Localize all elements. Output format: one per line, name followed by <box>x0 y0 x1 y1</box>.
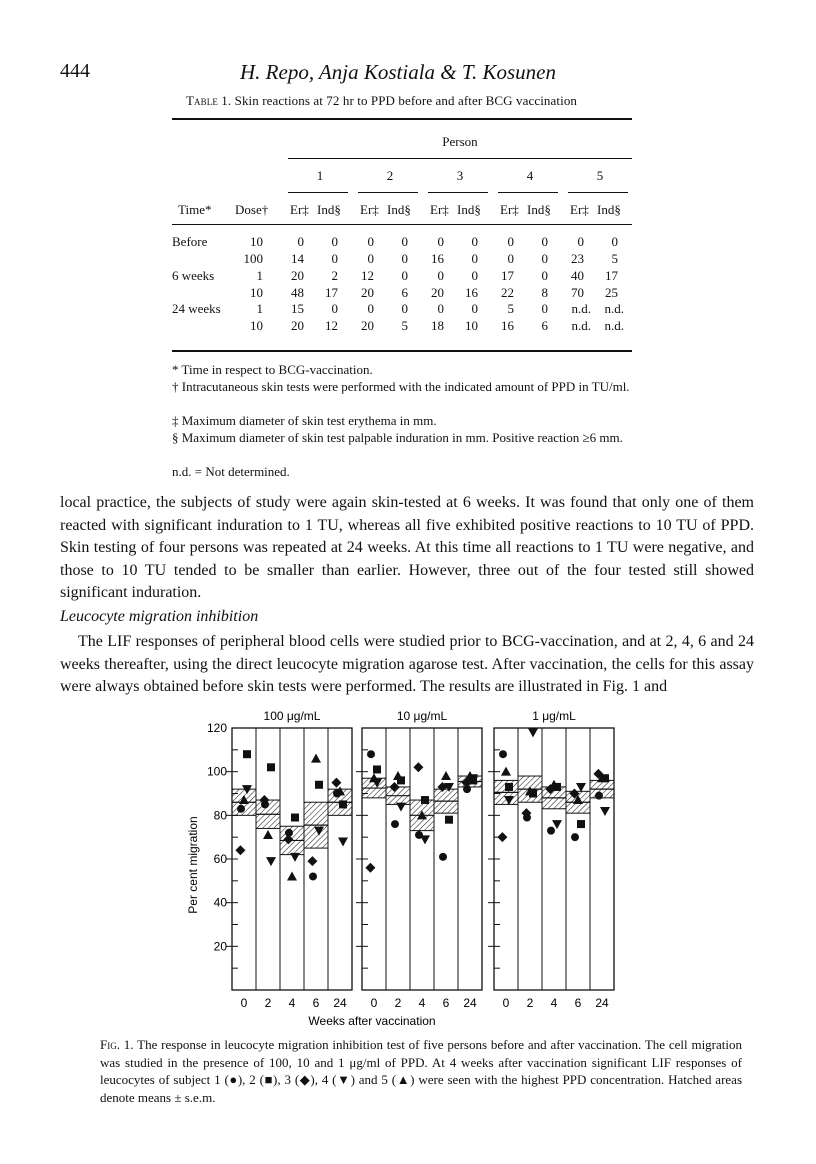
col-dose-header: Dose† <box>235 202 269 217</box>
cell-induration: 0 <box>471 251 478 266</box>
panel-title: 1 μg/mL <box>532 709 576 723</box>
cell-erythema: 18 <box>431 318 444 333</box>
section-heading: Leucocyte migration inhibition <box>60 608 259 625</box>
x-tick-label: 0 <box>370 996 378 1010</box>
point-circle <box>499 750 507 758</box>
point-square <box>267 763 275 771</box>
x-tick-label: 24 <box>595 996 609 1010</box>
week-group <box>328 778 352 847</box>
point-triangle-up <box>441 771 451 780</box>
week-group <box>434 771 458 861</box>
point-square <box>577 820 585 828</box>
er-header: Er‡ <box>430 202 449 217</box>
row-dose: 1 <box>256 268 263 283</box>
er-header: Er‡ <box>570 202 589 217</box>
cell-erythema: 5 <box>507 301 514 316</box>
point-triangle-down <box>290 853 300 862</box>
cell-erythema: 20 <box>431 285 444 300</box>
point-diamond <box>365 863 375 873</box>
running-head-authors: H. Repo, Anja Kostiala & T. Kosunen <box>240 60 556 84</box>
cell-induration: 25 <box>605 285 618 300</box>
person-number: 4 <box>526 168 534 183</box>
cell-induration: 0 <box>401 268 408 283</box>
row-dose: 1 <box>256 301 263 316</box>
cell-erythema: 0 <box>437 234 444 249</box>
header-bottom-rule <box>172 224 632 225</box>
cell-erythema: 70 <box>571 285 584 300</box>
x-tick-label: 24 <box>463 996 477 1010</box>
point-triangle-down <box>576 783 586 792</box>
cell-induration: 0 <box>331 251 338 266</box>
cell-erythema: 16 <box>501 318 514 333</box>
point-triangle-down <box>266 857 276 866</box>
x-tick-label: 0 <box>502 996 510 1010</box>
cell-erythema: 16 <box>431 251 444 266</box>
table-caption-text: Skin reactions at 72 hr to PPD before and after BCG vaccination <box>234 93 578 108</box>
panel-title: 100 μg/mL <box>263 709 321 723</box>
point-triangle-down <box>600 807 610 816</box>
figure-caption <box>100 1036 742 1106</box>
person-number: 3 <box>456 168 464 183</box>
point-triangle-up <box>311 754 321 763</box>
x-tick-label: 2 <box>526 996 534 1010</box>
figure-caption-text: The response in leucocyte migration inhibition test of five persons before and after vaccination. The cell migration was studied in the presence of 100, 10 and 1 μg/ml of PPD. At 4 weeks after vaccination significant LIF responses of leucocytes of subject 1 (●), 2 (■), 3 (◆), 4 (▼) and 5 (▲) were seen with the highest PPD concentration. Hatched areas denote means ± s.e.m. <box>100 1037 742 1105</box>
point-triangle-up <box>393 771 403 780</box>
cell-erythema: 0 <box>367 251 374 266</box>
table-caption <box>186 93 577 109</box>
week-group <box>494 750 518 842</box>
y-tick-label: 20 <box>213 939 227 954</box>
x-tick-label: 2 <box>394 996 402 1010</box>
y-axis-label: Per cent migration <box>186 816 200 914</box>
cell-induration: 0 <box>401 251 408 266</box>
table-label: Table 1. <box>186 93 232 108</box>
panel-1 <box>226 709 352 1010</box>
point-circle <box>547 827 555 835</box>
table-top-rule <box>172 118 632 120</box>
cell-induration: 0 <box>541 234 548 249</box>
x-tick-label: 4 <box>288 996 296 1010</box>
cell-induration: n.d. <box>604 301 624 316</box>
cell-erythema: 23 <box>571 251 584 266</box>
figure-label: Fig. 1. <box>100 1037 134 1052</box>
x-tick-label: 4 <box>418 996 426 1010</box>
point-diamond <box>497 832 507 842</box>
cell-induration: 5 <box>401 318 408 333</box>
cell-erythema: 0 <box>367 234 374 249</box>
panel-title: 10 μg/mL <box>396 709 448 723</box>
week-group <box>256 763 280 866</box>
ind-header: Ind§ <box>387 202 411 217</box>
cell-induration: 0 <box>611 234 618 249</box>
point-triangle-down <box>420 835 430 844</box>
y-tick-label: 40 <box>213 895 227 910</box>
cell-erythema: n.d. <box>571 318 591 333</box>
row-dose: 10 <box>250 234 263 249</box>
point-circle <box>391 820 399 828</box>
point-diamond <box>307 856 317 866</box>
cell-erythema: 20 <box>361 318 374 333</box>
cell-induration: 0 <box>541 268 548 283</box>
week-group <box>304 754 328 881</box>
cell-induration: 0 <box>471 234 478 249</box>
cell-erythema: 17 <box>501 268 514 283</box>
point-triangle-up <box>263 830 273 839</box>
point-triangle-up <box>501 767 511 776</box>
cell-induration: 2 <box>331 268 338 283</box>
er-header: Er‡ <box>500 202 519 217</box>
x-tick-label: 0 <box>240 996 248 1010</box>
person-group-rule <box>498 192 558 193</box>
cell-induration: 8 <box>541 285 548 300</box>
cell-induration: 0 <box>541 251 548 266</box>
y-tick-label: 80 <box>213 808 227 823</box>
cell-erythema: 15 <box>291 301 304 316</box>
point-triangle-down <box>528 728 538 737</box>
week-group <box>590 769 614 816</box>
cell-induration: 0 <box>471 301 478 316</box>
cell-induration: 12 <box>325 318 338 333</box>
cell-induration: 6 <box>541 318 548 333</box>
paragraph-skin-testing: local practice, the subjects of study were again skin-tested at 6 weeks. It was found that only one of them reacted with significant induration to 1 TU, whereas all five exhibited positive reactions to 10 TU of PPD. Skin testing of four persons was repeated at 24 weeks. At this time all reactions to 1 TU were negative, and those to 10 TU tended to be smaller than earlier. However, three out of the four tested still showed significant induration. <box>60 494 754 601</box>
cell-induration: 5 <box>611 251 618 266</box>
cell-erythema: 20 <box>361 285 374 300</box>
cell-erythema: 0 <box>437 268 444 283</box>
cell-induration: 0 <box>331 234 338 249</box>
point-circle <box>309 872 317 880</box>
panel-frame <box>494 728 614 990</box>
point-square <box>243 750 251 758</box>
footnote-induration: § Maximum diameter of skin test palpable induration in mm. Positive reaction ≥6 mm. <box>172 430 623 445</box>
x-tick-label: 6 <box>442 996 450 1010</box>
week-group <box>386 771 410 828</box>
panel-frame <box>232 728 352 990</box>
row-dose: 10 <box>250 285 263 300</box>
week-group <box>458 771 482 793</box>
ind-header: Ind§ <box>457 202 481 217</box>
point-diamond <box>331 778 341 788</box>
point-square <box>291 814 299 822</box>
footnote-dose: † Intracutaneous skin tests were performed with the indicated amount of PPD in TU/ml. <box>172 379 630 394</box>
cell-induration: 0 <box>541 301 548 316</box>
week-group <box>518 728 542 821</box>
person-group-rule <box>358 192 418 193</box>
x-tick-label: 6 <box>574 996 582 1010</box>
cell-induration: 17 <box>605 268 618 283</box>
ind-header: Ind§ <box>527 202 551 217</box>
person-header: Person <box>442 134 478 149</box>
person-group-rule <box>568 192 628 193</box>
er-header: Er‡ <box>360 202 379 217</box>
col-time-header: Time* <box>178 202 212 217</box>
point-square <box>315 781 323 789</box>
cell-induration: 17 <box>325 285 338 300</box>
point-square <box>505 783 513 791</box>
ind-header: Ind§ <box>317 202 341 217</box>
panel-3 <box>488 709 614 1010</box>
er-header: Er‡ <box>290 202 309 217</box>
cell-induration: 0 <box>401 301 408 316</box>
point-square <box>421 796 429 804</box>
paragraph-lif: The LIF responses of peripheral blood cells were studied prior to BCG-vaccination, and at 2, 4, 6 and 24 weeks thereafter, using the direct leucocyte migration agarose test. After vaccination, the cells for this assay were always obtained before skin tests were performed. The results are illustrated in Fig. 1 and <box>60 633 754 695</box>
row-time: 6 weeks <box>172 268 215 283</box>
cell-induration: 6 <box>401 285 408 300</box>
x-tick-label: 6 <box>312 996 320 1010</box>
y-tick-label: 120 <box>206 721 227 735</box>
cell-induration: n.d. <box>604 318 624 333</box>
point-square <box>339 800 347 808</box>
point-circle <box>595 792 603 800</box>
cell-erythema: n.d. <box>571 301 591 316</box>
person-group-rule <box>288 192 348 193</box>
row-dose: 100 <box>243 251 263 266</box>
page-number: 444 <box>60 60 90 82</box>
point-square <box>373 765 381 773</box>
cell-erythema: 48 <box>291 285 304 300</box>
cell-induration: 10 <box>465 318 478 333</box>
cell-erythema: 0 <box>507 251 514 266</box>
cell-erythema: 0 <box>577 234 584 249</box>
point-circle <box>439 853 447 861</box>
footnote-erythema: ‡ Maximum diameter of skin test erythema in mm. <box>172 413 437 428</box>
cell-erythema: 40 <box>571 268 584 283</box>
cell-erythema: 0 <box>297 234 304 249</box>
point-diamond <box>235 845 245 855</box>
cell-erythema: 20 <box>291 318 304 333</box>
x-tick-label: 24 <box>333 996 347 1010</box>
point-square <box>445 816 453 824</box>
week-group <box>566 783 590 841</box>
person-group-rule <box>428 192 488 193</box>
cell-erythema: 22 <box>501 285 514 300</box>
cell-erythema: 0 <box>507 234 514 249</box>
week-group <box>362 750 386 873</box>
point-triangle-down <box>338 838 348 847</box>
week-group <box>542 780 566 835</box>
point-circle <box>367 750 375 758</box>
cell-erythema: 0 <box>437 301 444 316</box>
cell-erythema: 12 <box>361 268 374 283</box>
lif-figure <box>0 700 816 1030</box>
person-rule <box>288 158 632 159</box>
row-dose: 10 <box>250 318 263 333</box>
week-group <box>232 750 256 855</box>
ind-header: Ind§ <box>597 202 621 217</box>
cell-induration: 0 <box>471 268 478 283</box>
cell-erythema: 14 <box>291 251 304 266</box>
footnote-time: * Time in respect to BCG-vaccination. <box>172 362 373 377</box>
panel-2 <box>356 709 482 1010</box>
footnote-nd: n.d. = Not determined. <box>172 464 290 479</box>
cell-induration: 0 <box>331 301 338 316</box>
week-group <box>280 814 304 881</box>
row-time: Before <box>172 234 208 249</box>
table-bottom-rule <box>172 350 632 352</box>
point-diamond <box>413 762 423 772</box>
x-tick-label: 4 <box>550 996 558 1010</box>
cell-induration: 0 <box>401 234 408 249</box>
point-triangle-down <box>396 803 406 812</box>
x-axis-label: Weeks after vaccination <box>308 1014 436 1028</box>
row-time: 24 weeks <box>172 301 221 316</box>
point-circle <box>237 805 245 813</box>
person-number: 2 <box>386 168 394 183</box>
cell-erythema: 20 <box>291 268 304 283</box>
week-group <box>410 762 434 844</box>
cell-erythema: 0 <box>367 301 374 316</box>
y-tick-label: 60 <box>213 852 227 866</box>
person-number: 1 <box>316 168 324 183</box>
point-circle <box>571 833 579 841</box>
point-triangle-up <box>287 871 297 880</box>
cell-induration: 16 <box>465 285 478 300</box>
person-number: 5 <box>596 168 604 183</box>
x-tick-label: 2 <box>264 996 272 1010</box>
y-tick-label: 100 <box>206 764 227 779</box>
